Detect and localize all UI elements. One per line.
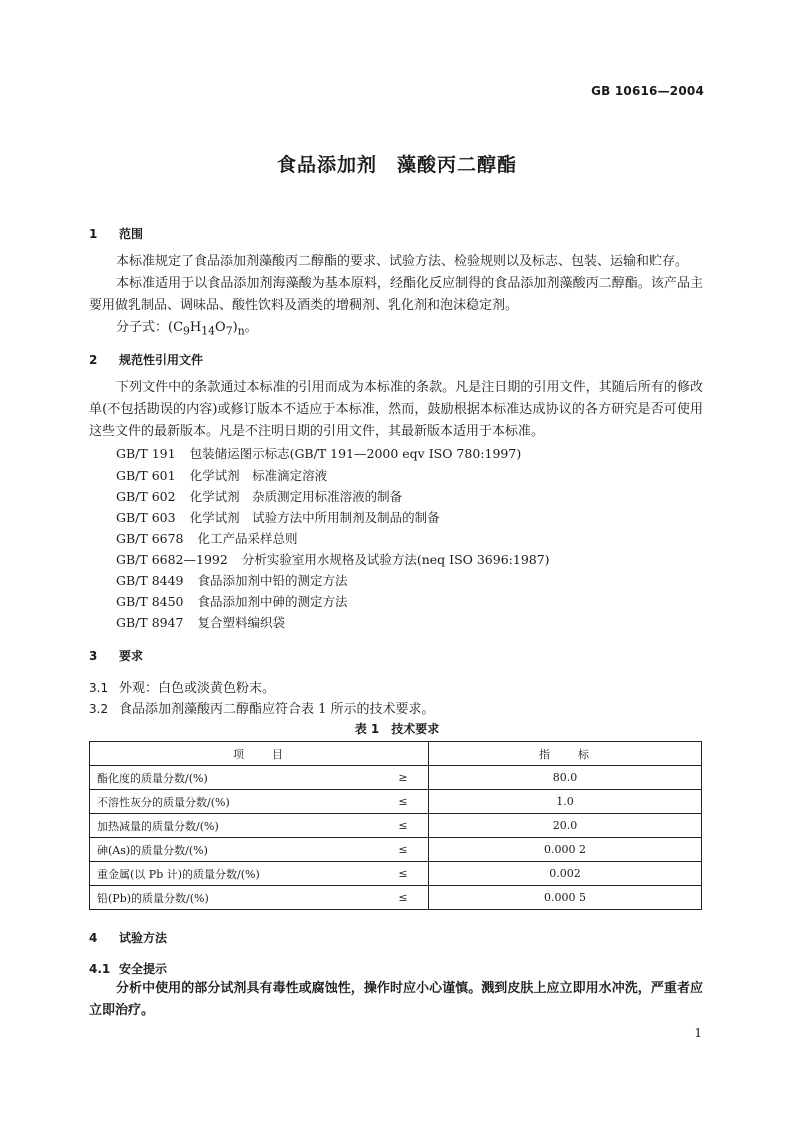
- section-title: 规范性引用文件: [119, 353, 204, 367]
- comparison-symbol: ≤: [378, 814, 429, 838]
- item-cell: 不溶性灰分的质量分数/(%): [90, 790, 379, 814]
- scope-paragraph-2: 本标准适用于以食品添加剂海藻酸为基本原料，经酯化反应制得的食品添加剂藻酸丙二醇酯。该产品主要用做乳制品、调味品、酸性饮料及酒类的增稠剂、乳化剂和泡沫稳定剂。: [89, 276, 703, 313]
- comparison-symbol: ≤: [378, 790, 429, 814]
- reference-name: 化学试剂 杂质测定用标准溶液的制备: [189, 489, 403, 504]
- page-number: 1: [694, 1026, 702, 1040]
- value-cell: 20.0: [429, 814, 702, 838]
- reference-name: 食品添加剂中砷的测定方法: [197, 594, 348, 609]
- item-cell: 重金属(以 Pb 计)的质量分数/(%): [90, 862, 379, 886]
- item-cell: 铅(Pb)的质量分数/(%): [90, 886, 379, 910]
- comparison-symbol: ≤: [378, 862, 429, 886]
- section-2-heading: [89, 351, 203, 368]
- value-cell: 0.000 2: [429, 838, 702, 862]
- clause-title: 安全提示: [119, 962, 168, 976]
- table-row: [90, 862, 702, 886]
- clause-number: 3.1: [89, 681, 109, 695]
- value-cell: 0.002: [429, 862, 702, 886]
- reference-name: 复合塑料编织袋: [197, 615, 286, 630]
- table-row: [90, 766, 702, 790]
- clause-text: 食品添加剂藻酸丙二醇酯应符合表 1 所示的技术要求。: [119, 702, 435, 717]
- reference-name: 分析实验室用水规格及试验方法(neq ISO 3696:1987): [241, 552, 550, 567]
- section-number: 3: [89, 649, 98, 663]
- clause-4-1-heading: [89, 960, 167, 977]
- formula-label: 分子式：(C: [116, 320, 184, 335]
- table-row: [90, 886, 702, 910]
- standard-number: GB 10616—2004: [591, 84, 704, 98]
- comparison-symbol: ≤: [378, 886, 429, 910]
- molecular-formula: [89, 317, 703, 343]
- reference-code: GB/T 601: [116, 468, 176, 483]
- formula-sub: 7: [225, 324, 233, 338]
- reference-item: [116, 592, 348, 610]
- reference-item: [116, 571, 348, 589]
- formula-text: H: [189, 320, 202, 335]
- table-row: [90, 838, 702, 862]
- table-row: [90, 790, 702, 814]
- section-number: 4: [89, 931, 98, 945]
- section-4-heading: [89, 929, 167, 946]
- reference-item: [116, 529, 298, 547]
- document-title: 食品添加剂 藻酸丙二醇酯: [276, 154, 517, 176]
- formula-text: ): [232, 320, 238, 335]
- table-row: [90, 814, 702, 838]
- reference-code: GB/T 191: [116, 446, 176, 461]
- reference-item: [116, 550, 550, 568]
- reference-name: 包装储运图示标志(GB/T 191—2000 eqv ISO 780:1997): [189, 446, 522, 461]
- section-title: 范围: [119, 227, 144, 241]
- section-title: 试验方法: [119, 931, 168, 945]
- reference-code: GB/T 8450: [116, 594, 184, 609]
- reference-item: [116, 444, 521, 462]
- reference-item: [116, 466, 327, 484]
- value-cell: 0.000 5: [429, 886, 702, 910]
- formula-text: 。: [244, 320, 258, 335]
- reference-name: 化学试剂 试验方法中所用制剂及制品的制备: [189, 510, 440, 525]
- reference-name: 化工产品采样总则: [197, 531, 298, 546]
- comparison-symbol: ≤: [378, 838, 429, 862]
- table-caption: 表 1 技术要求: [354, 722, 440, 736]
- reference-code: GB/T 8449: [116, 573, 184, 588]
- section-number: 1: [89, 227, 98, 241]
- column-header-value: 指 标: [429, 742, 702, 766]
- clause-number: 3.2: [89, 702, 109, 716]
- reference-item: [116, 613, 285, 631]
- section-3-heading: [89, 647, 143, 664]
- safety-notice: 分析中使用的部分试剂具有毒性或腐蚀性，操作时应小心谨慎。溅到皮肤上应立即用水冲洗，严重者应立即治疗。: [89, 981, 703, 1018]
- value-cell: 1.0: [429, 790, 702, 814]
- formula-sub: 14: [201, 324, 216, 338]
- item-cell: 酯化度的质量分数/(%): [90, 766, 379, 790]
- formula-sub: n: [237, 324, 245, 338]
- reference-name: 化学试剂 标准滴定溶液: [189, 468, 328, 483]
- section-1-heading: [89, 225, 143, 242]
- table-header-row: [90, 742, 702, 766]
- item-cell: 砷(As)的质量分数/(%): [90, 838, 379, 862]
- clause-text: 外观：白色或淡黄色粉末。: [119, 681, 276, 696]
- section-title: 要求: [119, 649, 144, 663]
- scope-paragraph-1: 本标准规定了食品添加剂藻酸丙二醇酯的要求、试验方法、检验规则以及标志、包装、运输和贮存。: [116, 254, 689, 269]
- reference-item: [116, 487, 402, 505]
- clause-number: 4.1: [89, 962, 111, 976]
- reference-code: GB/T 6682—1992: [116, 552, 228, 567]
- reference-item: [116, 508, 440, 526]
- formula-text: O: [215, 320, 226, 335]
- value-cell: 80.0: [429, 766, 702, 790]
- formula-sub: 9: [183, 324, 190, 338]
- technical-requirements-table: [89, 741, 702, 910]
- reference-code: GB/T 6678: [116, 531, 184, 546]
- clause-3-1: [89, 677, 275, 696]
- reference-code: GB/T 602: [116, 489, 176, 504]
- references-paragraph: 下列文件中的条款通过本标准的引用而成为本标准的条款。凡是注日期的引用文件，其随后所有的修改单(不包括勘误的内容)或修订版本不适应于本标准，然而，鼓励根据本标准达成协议的各方研究是否可使用这些文件的最新版本。凡是不注明日期的引用文件，其最新版本适用于本标准。: [89, 380, 703, 439]
- reference-name: 食品添加剂中铅的测定方法: [197, 573, 348, 588]
- comparison-symbol: ≥: [378, 766, 429, 790]
- reference-code: GB/T 603: [116, 510, 176, 525]
- reference-code: GB/T 8947: [116, 615, 184, 630]
- section-number: 2: [89, 353, 98, 367]
- column-header-item: 项 目: [90, 742, 429, 766]
- item-cell: 加热减量的质量分数/(%): [90, 814, 379, 838]
- clause-3-2: [89, 698, 435, 717]
